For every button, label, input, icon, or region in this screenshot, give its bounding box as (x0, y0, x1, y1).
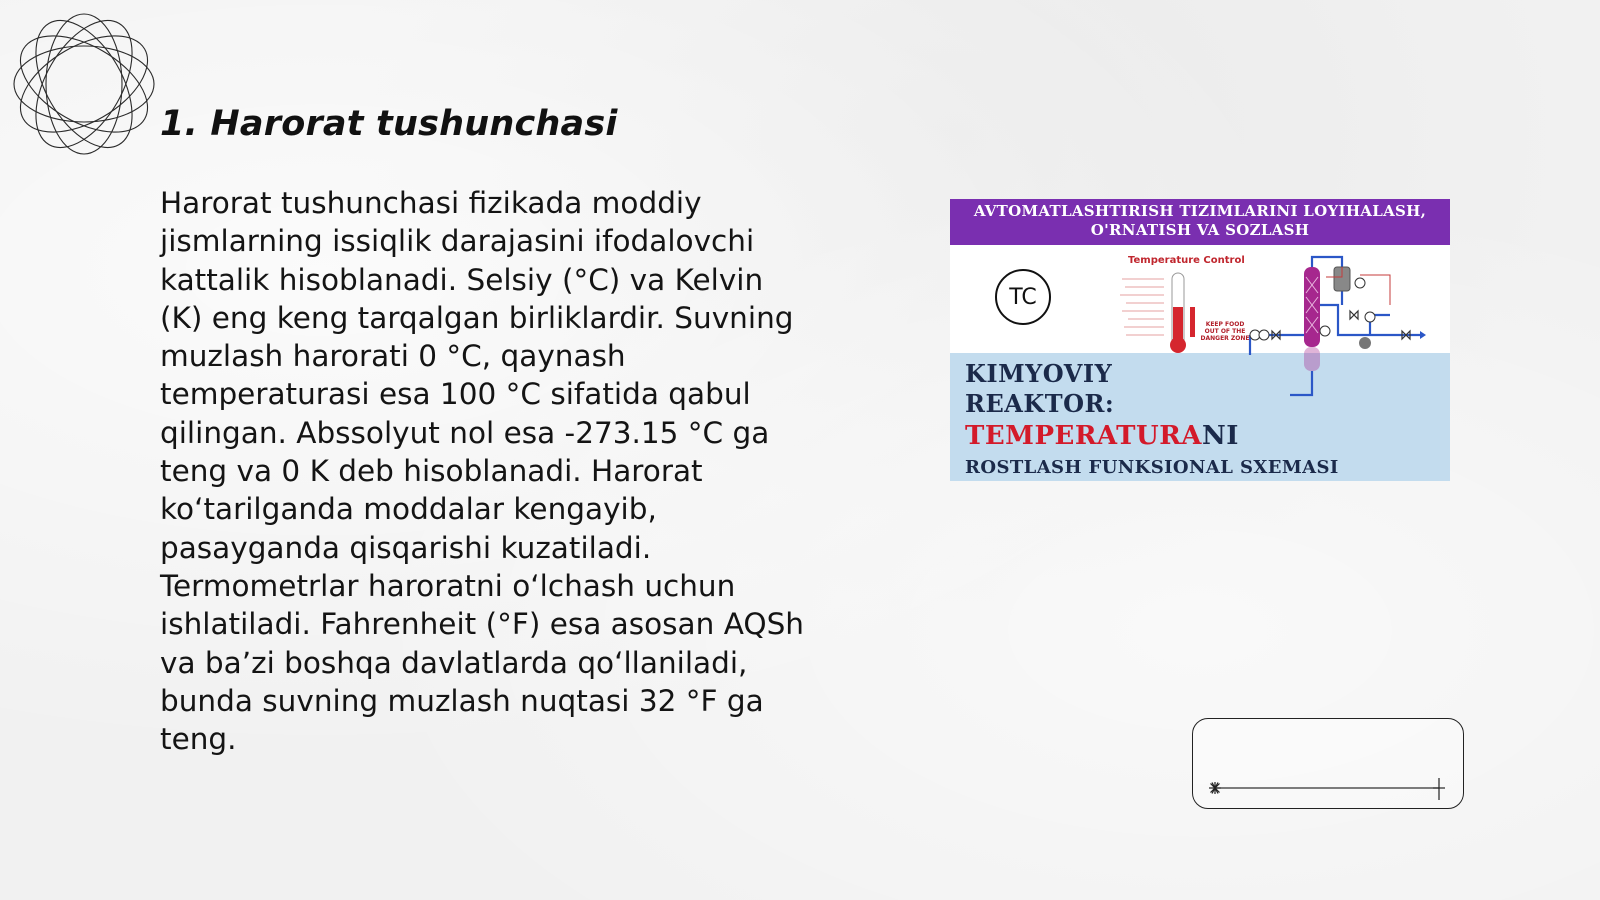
slide-body-text: Harorat tushunchasi fizikada moddiy jismlarning issiqlik darajasini ifodalovchi kattalik hisoblanadi. Selsiy (°C) va Kelvin (K) eng keng tarqalgan birliklardir. Suvning muzlash harorati 0 °C, qaynash temperaturasi esa 100 °C sifatida qabul qilingan. Abssolyut nol esa -273.15 °C ga teng va 0 K deb hisoblanadi. Harorat koʻtarilganda moddalar kengayib, pasayganda qisqarishi kuzatiladi. Termometrlar haroratni oʻlchash uchun ishlatiladi. Fahrenheit (°F) esa asosan AQSh va baʼzi boshqa davlatlarda qoʻllaniladi, bunda suvning muzlash nuqtasi 32 °F ga teng. (160, 186, 805, 757)
figure-caption-red-part: TEMPERATURA (965, 421, 1202, 451)
pump-icon (1359, 337, 1371, 349)
figure-header-line-1: AVTOMATLASHTIRISH TIZIMLARINI LOYIHALASH, (973, 202, 1427, 220)
reactor-column-icon (1304, 267, 1320, 371)
starburst-icon (1209, 782, 1221, 794)
figure-caption-line-2: REAKTOR: (965, 389, 1115, 418)
temperature-control-label: Temperature Control (1128, 255, 1245, 266)
figure-caption-line-1: KIMYOVIY (965, 359, 1113, 388)
figure-caption-line-3 (965, 421, 1239, 451)
slide-title: 1. Harorat tushunchasi (160, 104, 618, 144)
danger-zone-label: KEEP FOOD OUT OF THE DANGER ZONE (1200, 321, 1250, 342)
decorative-rounded-box (1192, 718, 1464, 809)
spirograph-decoration-icon (10, 10, 158, 158)
box-decoration (1193, 719, 1465, 810)
figure-header (950, 199, 1450, 245)
temperature-controller-symbol: TC (995, 269, 1051, 325)
thermometer-icon (1120, 273, 1195, 353)
figure-caption-dark-part: NI (1201, 421, 1239, 451)
figure-header-line-2: O'RNATISH VA SOZLASH (1090, 221, 1310, 239)
reactor-figure (950, 199, 1450, 481)
figure-caption-line-4: ROSTLASH FUNKSIONAL SXEMASI (965, 457, 1339, 478)
crosshair-icon (1433, 778, 1445, 800)
